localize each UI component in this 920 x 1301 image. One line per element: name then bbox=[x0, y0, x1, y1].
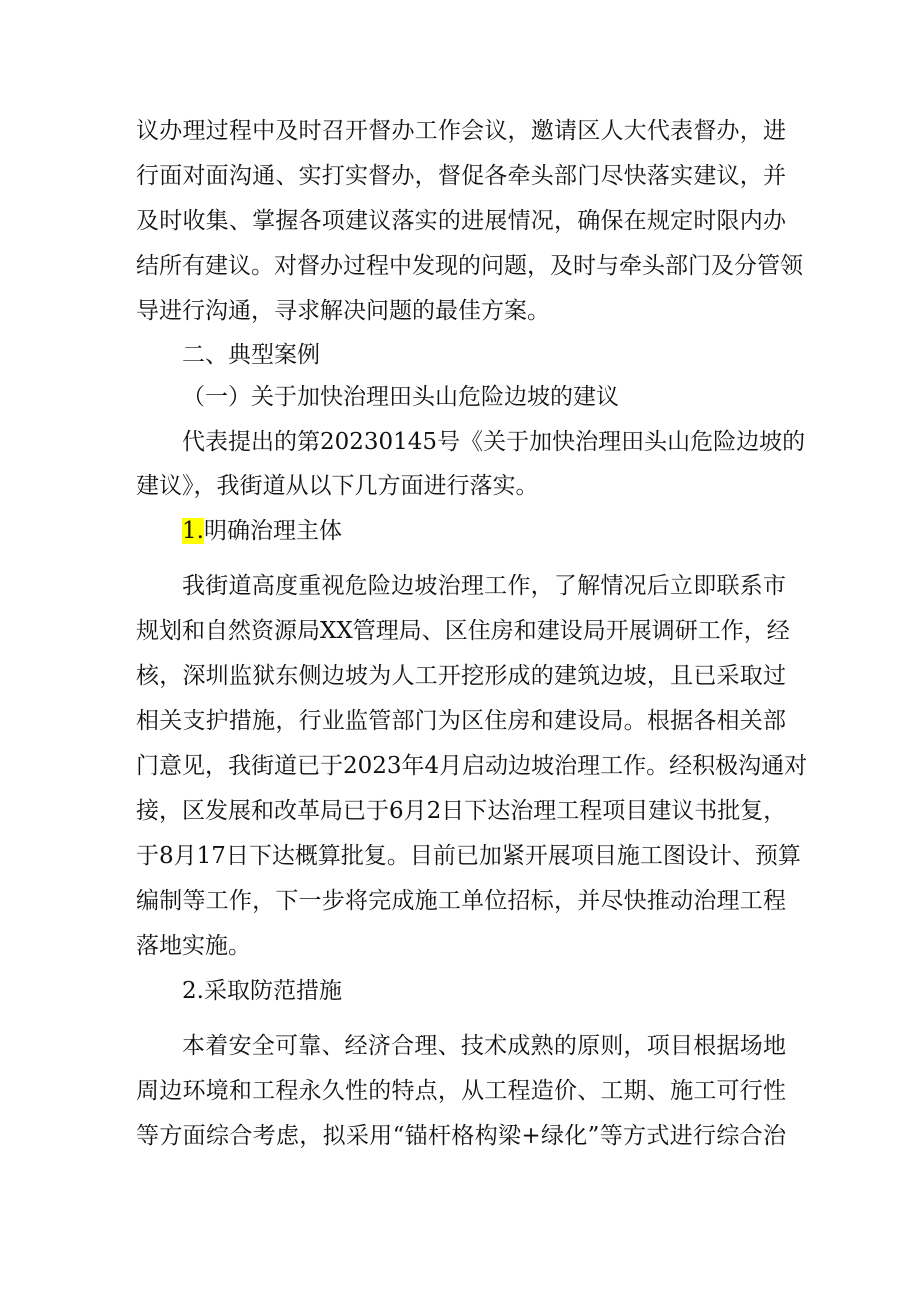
paragraph-line: 门意见，我街道已于2023年4月启动边坡治理工作。经积极沟通对 bbox=[136, 753, 808, 779]
paragraph-line: 相关支护措施，行业监管部门为区住房和建设局。根据各相关部 bbox=[136, 708, 786, 734]
paragraph-line: 接，区发展和改革局已于6月2日下达治理工程项目建议书批复， bbox=[136, 798, 787, 824]
paragraph-line: 我街道高度重视危险边坡治理工作，了解情况后立即联系市 bbox=[182, 573, 786, 599]
paragraph-line: 行面对面沟通、实打实督办，督促各牵头部门尽快落实建议，并 bbox=[136, 163, 786, 189]
paragraph-line: 建议》，我街道从以下几方面进行落实。 bbox=[136, 473, 539, 499]
paragraph-line: 核，深圳监狱东侧边坡为人工开挖形成的建筑边坡，且已采取过 bbox=[136, 663, 786, 689]
paragraph-line: 本着安全可靠、经济合理、技术成熟的原则，项目根据场地 bbox=[182, 1033, 786, 1059]
subsection-heading: （一）关于加快治理田头山危险边坡的建议 bbox=[182, 384, 619, 410]
paragraph-line: 编制等工作，下一步将完成施工单位招标，并尽快推动治理工程 bbox=[136, 888, 786, 914]
item-heading bbox=[182, 516, 342, 546]
paragraph-line: 规划和自然资源局XX管理局、区住房和建设局开展调研工作，经 bbox=[136, 618, 790, 644]
section-heading: 二、典型案例 bbox=[182, 342, 320, 368]
paragraph-line: 导进行沟通，寻求解决问题的最佳方案。 bbox=[136, 298, 550, 324]
highlighted-number: 1. bbox=[182, 518, 204, 544]
paragraph-line: 代表提出的第20230145号《关于加快治理田头山危险边坡的 bbox=[182, 429, 806, 455]
paragraph-line: 结所有建议。对督办过程中发现的问题，及时与牵头部门及分管领 bbox=[136, 253, 803, 279]
paragraph-line: 落地实施。 bbox=[136, 933, 251, 959]
item-heading: 2.采取防范措施 bbox=[182, 978, 342, 1004]
paragraph-line: 于8月17日下达概算批复。目前已加紧开展项目施工图设计、预算 bbox=[136, 843, 801, 869]
paragraph-line: 周边环境和工程永久性的特点，从工程造价、工期、施工可行性 bbox=[136, 1078, 786, 1104]
item-heading-text: 明确治理主体 bbox=[203, 518, 342, 544]
paragraph-line: 议办理过程中及时召开督办工作会议，邀请区人大代表督办，进 bbox=[136, 118, 786, 144]
paragraph-line: 及时收集、掌握各项建议落实的进展情况，确保在规定时限内办 bbox=[136, 208, 786, 234]
paragraph-line: 等方面综合考虑，拟采用“锚杆格构梁+绿化”等方式进行综合治 bbox=[136, 1123, 786, 1149]
